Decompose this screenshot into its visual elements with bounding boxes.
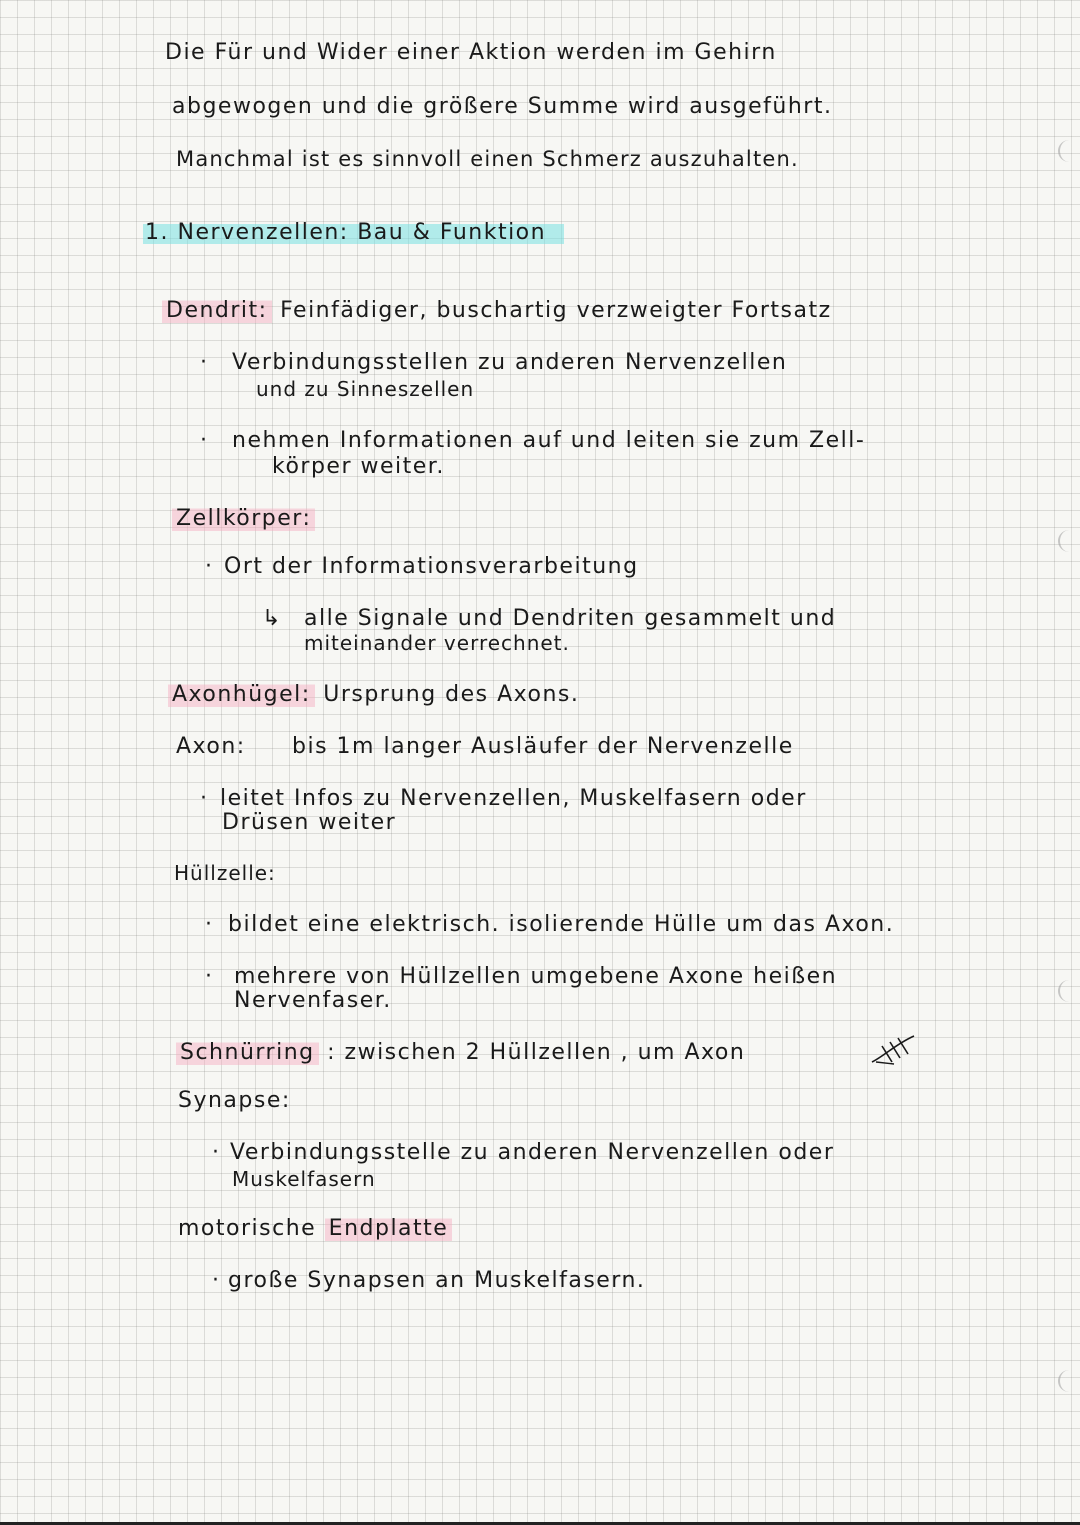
schnuerring-label: Schnürring bbox=[176, 1040, 319, 1065]
endplatte-label-a: motorische bbox=[178, 1216, 317, 1241]
synapse-label: Synapse: bbox=[178, 1088, 291, 1113]
intro-line-3: Manchmal ist es sinnvoll einen Schmerz auszuhalten. bbox=[176, 147, 799, 171]
axonhuegel-heading bbox=[168, 682, 579, 708]
synapse-bullet-1-line-2: Muskelfasern bbox=[232, 1167, 376, 1191]
dendrit-bullet-2-line-2: körper weiter. bbox=[272, 454, 445, 479]
endplatte-label-b: Endplatte bbox=[325, 1216, 453, 1241]
dendrit-label: Dendrit: bbox=[162, 298, 272, 323]
axon-sketch-icon bbox=[866, 1032, 922, 1068]
bullet-dot: · bbox=[200, 428, 207, 453]
axon-definition: bis 1m langer Ausläufer der Nervenzelle bbox=[292, 734, 794, 759]
schnuerring-definition: : zwischen 2 Hüllzellen , um Axon bbox=[318, 1040, 746, 1065]
dendrit-definition: Feinfädiger, buschartig verzweigter Fortsatz bbox=[271, 298, 832, 323]
binder-hole-mark bbox=[1058, 1370, 1080, 1392]
bullet-dot: · bbox=[205, 912, 212, 937]
dendrit-bullet-1-line-2: und zu Sinneszellen bbox=[256, 377, 475, 401]
huellzelle-label: Hüllzelle: bbox=[174, 861, 276, 885]
dendrit-heading bbox=[162, 298, 832, 324]
binder-hole-mark bbox=[1058, 140, 1080, 162]
synapse-bullet-1-line-1: Verbindungsstelle zu anderen Nervenzellen oder bbox=[230, 1140, 835, 1165]
endplatte-heading bbox=[178, 1216, 452, 1242]
axonhuegel-definition: Ursprung des Axons. bbox=[314, 682, 580, 707]
binder-hole-mark bbox=[1058, 530, 1080, 552]
endplatte-bullet-1: große Synapsen an Muskelfasern. bbox=[228, 1268, 646, 1293]
zellkoerper-sub-line-1: alle Signale und Dendriten gesammelt und bbox=[304, 606, 837, 631]
huellzelle-bullet-1: bildet eine elektrisch. isolierende Hülle um das Axon. bbox=[228, 912, 895, 937]
axon-label: Axon: bbox=[176, 734, 246, 759]
axon-bullet-1-line-1: leitet Infos zu Nervenzellen, Muskelfasern oder bbox=[220, 786, 807, 811]
zellkoerper-label: Zellkörper: bbox=[172, 506, 315, 531]
dendrit-bullet-1-line-1: Verbindungsstellen zu anderen Nervenzellen bbox=[232, 350, 788, 375]
intro-line-1: Die Für und Wider einer Aktion werden im Gehirn bbox=[165, 40, 777, 65]
huellzelle-bullet-2-line-1: mehrere von Hüllzellen umgebene Axone heißen bbox=[234, 964, 838, 989]
bullet-dot: · bbox=[212, 1268, 219, 1293]
schnuerring-heading bbox=[176, 1040, 745, 1066]
dendrit-bullet-2-line-1: nehmen Informationen auf und leiten sie zum Zell- bbox=[232, 428, 866, 453]
huellzelle-bullet-2-line-2: Nervenfaser. bbox=[234, 988, 392, 1013]
zellkoerper-bullet-1: Ort der Informationsverarbeitung bbox=[224, 554, 639, 579]
axon-bullet-1-line-2: Drüsen weiter bbox=[222, 810, 397, 835]
arrow-icon: ↳ bbox=[262, 606, 282, 631]
section-title bbox=[143, 220, 564, 246]
bullet-dot: · bbox=[200, 786, 207, 811]
bullet-dot: · bbox=[205, 964, 212, 989]
axonhuegel-label: Axonhügel: bbox=[168, 682, 315, 707]
section-title-text: 1. Nervenzellen: Bau & Funktion bbox=[143, 220, 564, 245]
zellkoerper-heading bbox=[172, 506, 315, 532]
intro-line-2: abgewogen und die größere Summe wird ausgeführt. bbox=[172, 94, 833, 119]
bullet-dot: · bbox=[205, 554, 212, 579]
binder-hole-mark bbox=[1058, 980, 1080, 1002]
bullet-dot: · bbox=[200, 350, 207, 375]
zellkoerper-sub-line-2: miteinander verrechnet. bbox=[304, 631, 570, 655]
bullet-dot: · bbox=[212, 1140, 219, 1165]
